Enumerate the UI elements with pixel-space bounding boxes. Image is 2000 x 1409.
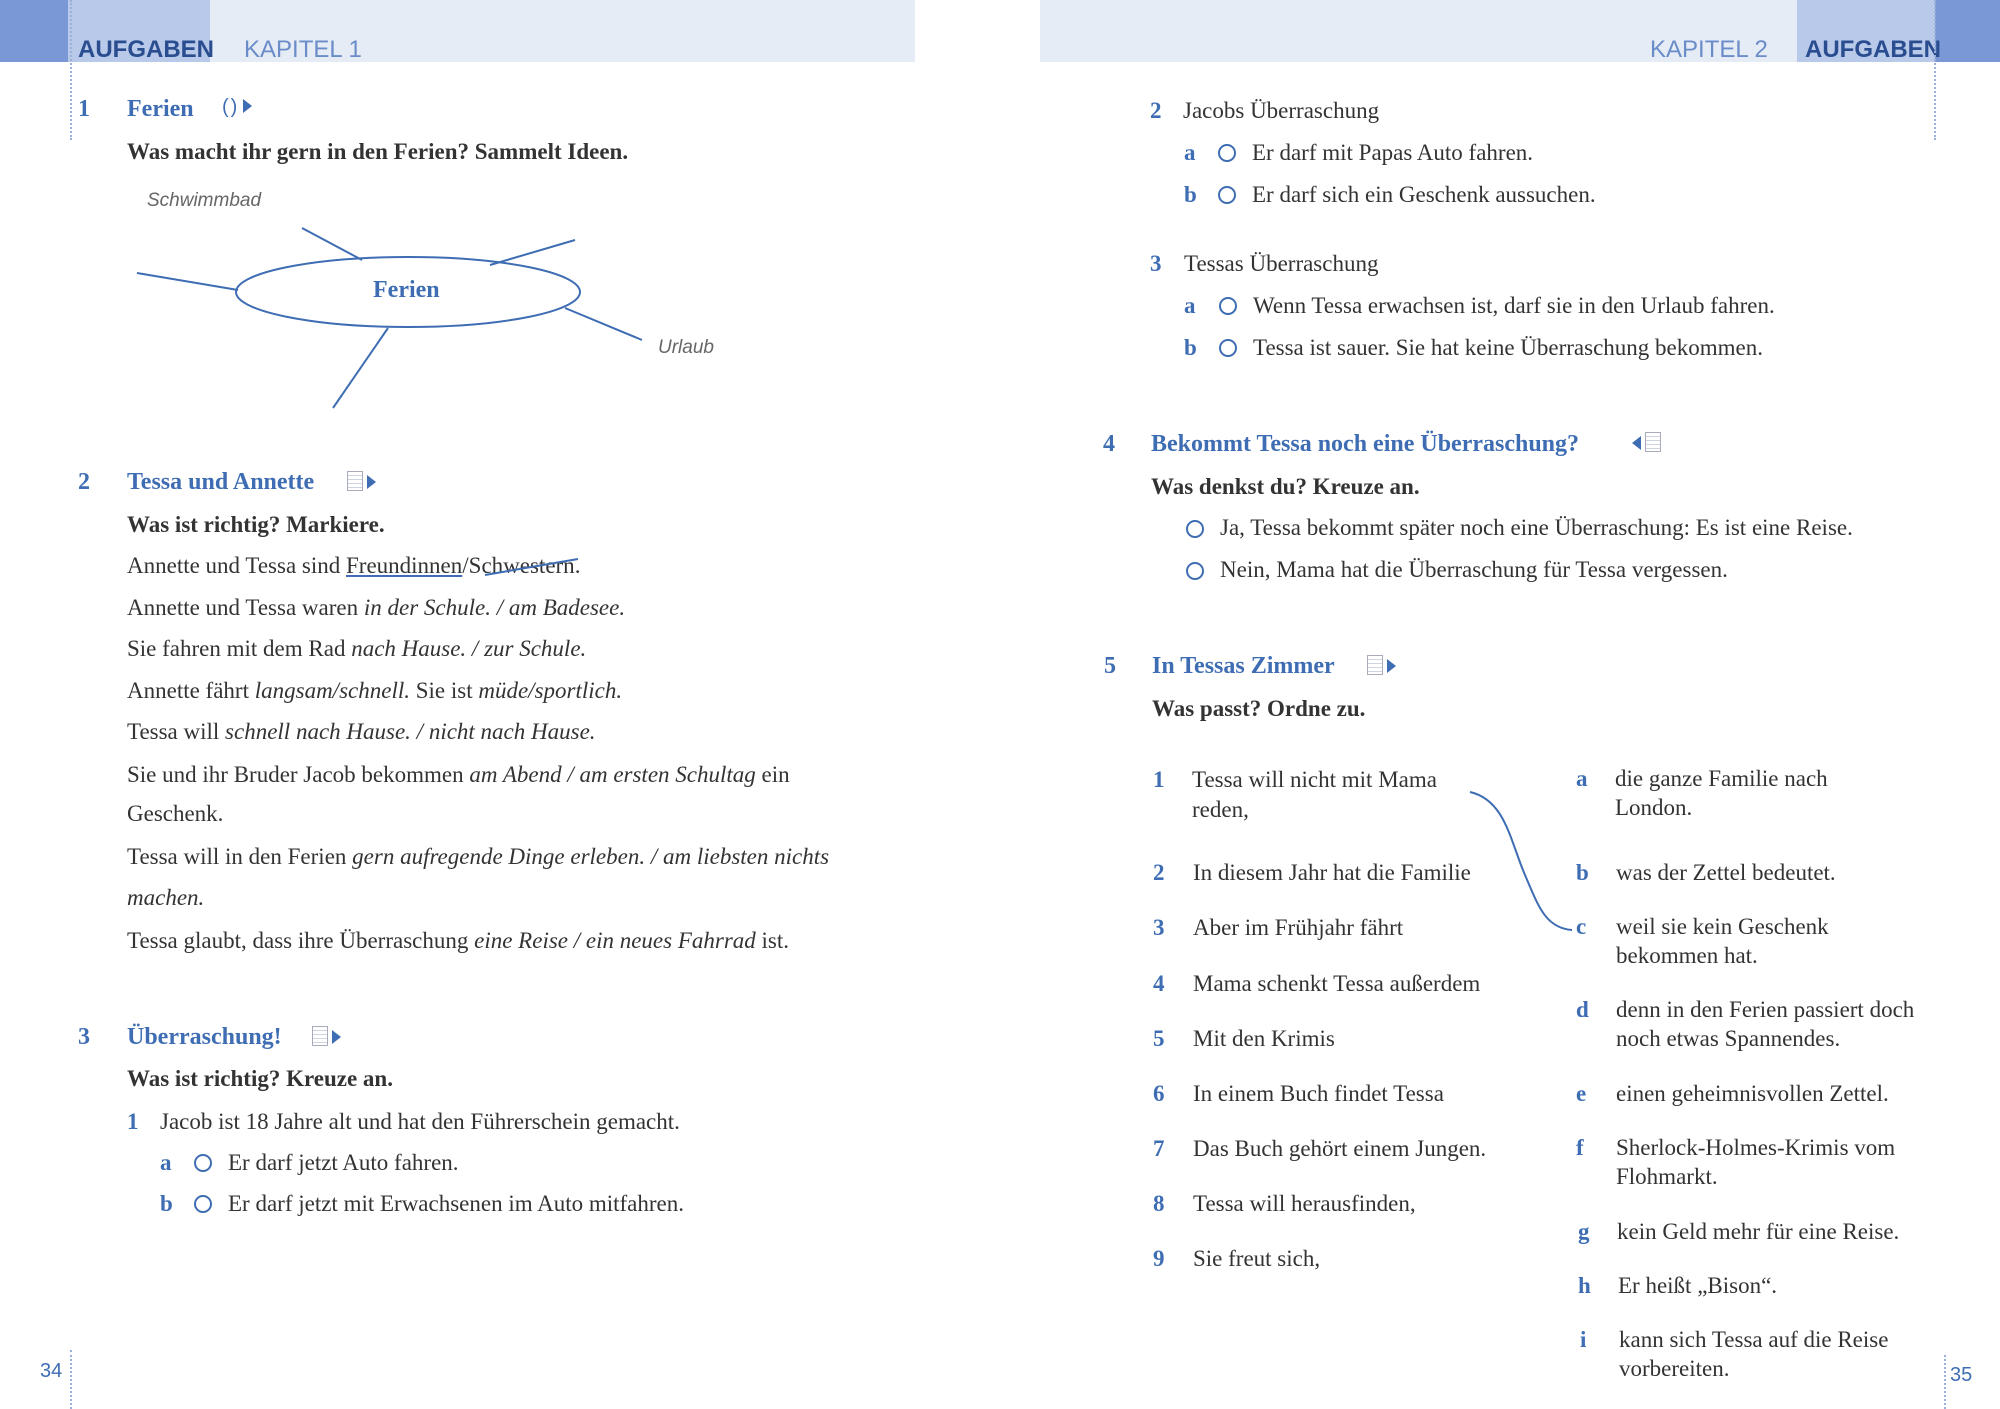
ex3-number: 3 <box>78 1024 90 1050</box>
ex5-left-2-text: In diesem Jahr hat die Familie <box>1193 860 1471 885</box>
ex5-right-f-line1: Sherlock-Holmes-Krimis vom <box>1616 1135 1896 1160</box>
right-margin-guide-top <box>1934 0 1936 140</box>
ex1-number: 1 <box>78 96 90 122</box>
ex5-left-1-line2: reden, <box>1192 797 1249 822</box>
left-chapter-label: KAPITEL 1 <box>244 36 362 63</box>
mindmap-center-word: Ferien <box>373 277 440 303</box>
ex2-line-10: Tessa glaubt, dass ihre Überraschung eine Reise / ein neues Fahrrad ist. <box>127 928 790 953</box>
ex3-q1-b-checkbox[interactable] <box>194 1195 212 1217</box>
ex2-line-8: Tessa will in den Ferien gern aufregende Dinge erleben. / am liebsten nichts <box>127 844 830 869</box>
ex5-left-9-num: 9 <box>1153 1246 1165 1271</box>
ex4-option-2-checkbox[interactable] <box>1186 562 1204 584</box>
ex5-right-e-letter: e <box>1576 1081 1587 1106</box>
mindmap-spoke-4 <box>565 308 642 340</box>
ex3-q1-number: 1 <box>127 1109 139 1134</box>
ex5-instruction: Was passt? Ordne zu. <box>1152 696 1366 721</box>
q2-b-letter: b <box>1184 182 1197 207</box>
ex5-left-6-num: 6 <box>1153 1081 1165 1106</box>
handwritten-urlaub: Urlaub <box>658 337 714 358</box>
mindmap-spoke-3 <box>137 273 238 290</box>
ex4-option-1-checkbox[interactable] <box>1186 520 1204 542</box>
ex5-title: In Tessas Zimmer <box>1152 653 1335 679</box>
q2-number: 2 <box>1150 98 1162 123</box>
q3-a-checkbox[interactable] <box>1219 297 1237 319</box>
ex3-q1-b-letter: b <box>160 1191 173 1216</box>
ex3-q1-b-text: Er darf jetzt mit Erwachsenen im Auto mitfahren. <box>228 1191 685 1216</box>
right-section-label: AUFGABEN <box>1805 36 1941 63</box>
ex2-struck-option: Schwestern <box>469 553 575 578</box>
ex5-left-9-text: Sie freut sich, <box>1193 1246 1321 1271</box>
q2-text: Jacobs Überraschung <box>1183 98 1380 123</box>
right-margin-guide-bottom <box>1944 1355 1946 1409</box>
right-chapter-label: KAPITEL 2 <box>1650 36 1768 63</box>
q3-b-letter: b <box>1184 335 1197 360</box>
ex2-line-1: Annette und Tessa sind Freundinnen/Schwestern . <box>127 553 581 578</box>
ex4-number: 4 <box>1103 431 1115 457</box>
ex5-left-5-text: Mit den Krimis <box>1193 1026 1335 1051</box>
q3-b-checkbox[interactable] <box>1219 339 1237 361</box>
q2-a-letter: a <box>1184 140 1196 165</box>
right-page-number: 35 <box>1950 1364 1973 1386</box>
ex5-right-f-letter: f <box>1576 1135 1584 1160</box>
left-page-number: 34 <box>40 1360 63 1382</box>
ex3-read-icon[interactable] <box>312 1026 341 1049</box>
ex5-left-3-num: 3 <box>1153 915 1165 940</box>
ex5-left-1-line1: Tessa will nicht mit Mama <box>1192 767 1437 792</box>
left-margin-guide-bottom <box>70 1350 72 1409</box>
ex5-right-c-letter: c <box>1576 914 1587 939</box>
ex5-right-i-line2: vorbereiten. <box>1619 1356 1730 1381</box>
ex5-left-6-text: In einem Buch findet Tessa <box>1193 1081 1444 1106</box>
ex5-left-7-text: Das Buch gehört einem Jungen. <box>1193 1136 1487 1161</box>
ex1-instruction: Was macht ihr gern in den Ferien? Sammelt Ideen. <box>127 139 629 164</box>
ex5-number: 5 <box>1104 653 1116 679</box>
ex5-left-5-num: 5 <box>1153 1026 1165 1051</box>
ex5-right-i-line1: kann sich Tessa auf die Reise <box>1619 1327 1889 1352</box>
ex5-right-d-letter: d <box>1576 997 1589 1022</box>
right-edge-strip <box>1935 0 2000 62</box>
q2-b-text: Er darf sich ein Geschenk aussuchen. <box>1252 182 1596 207</box>
ex5-right-c-line1: weil sie kein Geschenk <box>1616 914 1829 939</box>
ex2-number: 2 <box>78 469 90 495</box>
ex4-option-2-text: Nein, Mama hat die Überraschung für Tessa vergessen. <box>1220 557 1728 582</box>
ex2-marked-answer: Freundinnen <box>346 553 463 578</box>
mindmap-spoke-1 <box>302 228 362 260</box>
ex5-right-b-text: was der Zettel bedeutet. <box>1616 860 1836 885</box>
ex5-match-line <box>1460 780 1580 940</box>
q2-b-checkbox[interactable] <box>1218 186 1236 208</box>
ex5-right-c-line2: bekommen hat. <box>1616 943 1758 968</box>
ex5-right-b-letter: b <box>1576 860 1589 885</box>
ex5-right-a-line1: die ganze Familie nach <box>1615 766 1828 791</box>
ex2-line-2: Annette und Tessa waren in der Schule. / am Badesee. <box>127 595 626 620</box>
ex2-line-7: Geschenk. <box>127 801 224 826</box>
q3-text: Tessas Überraschung <box>1184 251 1379 276</box>
ex5-left-2-num: 2 <box>1153 860 1165 885</box>
ex1-mindmap <box>0 0 915 420</box>
ex5-right-h-letter: h <box>1578 1273 1591 1298</box>
ex2-read-icon[interactable] <box>347 471 376 494</box>
handwritten-schwimmbad: Schwimmbad <box>147 190 262 211</box>
ex2-title: Tessa und Annette <box>127 469 315 495</box>
ex4-option-1-text: Ja, Tessa bekommt später noch eine Überraschung: Es ist eine Reise. <box>1220 515 1853 540</box>
ex3-q1-text: Jacob ist 18 Jahre alt und hat den Führerschein gemacht. <box>160 1109 680 1134</box>
q3-number: 3 <box>1150 251 1162 276</box>
ex3-title: Überraschung! <box>127 1024 282 1050</box>
ex3-q1-a-letter: a <box>160 1150 172 1175</box>
ex5-read-icon[interactable] <box>1367 655 1396 678</box>
ex2-instruction: Was ist richtig? Markiere. <box>127 512 385 537</box>
left-section-label: AUFGABEN <box>78 36 214 63</box>
ex5-right-a-line2: London. <box>1615 795 1693 820</box>
q3-a-letter: a <box>1184 293 1196 318</box>
ex5-right-d-line1: denn in den Ferien passiert doch <box>1616 997 1915 1022</box>
mindmap-spoke-5 <box>333 328 388 408</box>
ex3-instruction: Was ist richtig? Kreuze an. <box>127 1066 393 1091</box>
ex5-right-f-line2: Flohmarkt. <box>1616 1164 1718 1189</box>
ex5-left-4-text: Mama schenkt Tessa außerdem <box>1193 971 1481 996</box>
mindmap-spoke-2 <box>490 240 575 265</box>
ex1-audio-icon[interactable]: () <box>222 96 252 119</box>
ex4-back-read-icon[interactable] <box>1632 432 1661 455</box>
ex5-left-1-num: 1 <box>1153 767 1165 792</box>
ex2-line-4: Annette fährt langsam/schnell. Sie ist müde/sportlich. <box>127 678 623 703</box>
ex5-right-g-letter: g <box>1578 1219 1590 1244</box>
ex5-left-3-text: Aber im Frühjahr fährt <box>1193 915 1404 940</box>
ex4-title: Bekommt Tessa noch eine Überraschung? <box>1151 431 1580 457</box>
ex4-instruction: Was denkst du? Kreuze an. <box>1151 474 1420 499</box>
q2-a-text: Er darf mit Papas Auto fahren. <box>1252 140 1534 165</box>
ex2-line-6: Sie und ihr Bruder Jacob bekommen am Abend / am ersten Schultag ein <box>127 762 790 787</box>
ex5-right-e-text: einen geheimnisvollen Zettel. <box>1616 1081 1889 1106</box>
ex5-right-h-text: Er heißt „Bison“. <box>1618 1273 1778 1298</box>
ex5-right-a-letter: a <box>1576 766 1588 791</box>
q3-b-text: Tessa ist sauer. Sie hat keine Überraschung bekommen. <box>1253 335 1763 360</box>
ex3-q1-a-text: Er darf jetzt Auto fahren. <box>228 1150 459 1175</box>
ex2-line-3: Sie fahren mit dem Rad nach Hause. / zur Schule. <box>127 636 587 661</box>
ex2-line-9: machen. <box>127 885 205 910</box>
ex5-left-7-num: 7 <box>1153 1136 1165 1161</box>
ex5-right-i-letter: i <box>1580 1327 1587 1352</box>
ex5-right-g-text: kein Geld mehr für eine Reise. <box>1617 1219 1900 1244</box>
ex5-left-8-text: Tessa will herausfinden, <box>1193 1191 1416 1216</box>
ex2-line-5: Tessa will schnell nach Hause. / nicht nach Hause. <box>127 719 596 744</box>
ex5-left-8-num: 8 <box>1153 1191 1165 1216</box>
q3-a-text: Wenn Tessa erwachsen ist, darf sie in den Urlaub fahren. <box>1253 293 1775 318</box>
ex1-title: Ferien <box>127 96 194 122</box>
ex5-right-d-line2: noch etwas Spannendes. <box>1616 1026 1841 1051</box>
ex5-left-4-num: 4 <box>1153 971 1165 996</box>
ex3-q1-a-checkbox[interactable] <box>194 1154 212 1176</box>
q2-a-checkbox[interactable] <box>1218 144 1236 166</box>
